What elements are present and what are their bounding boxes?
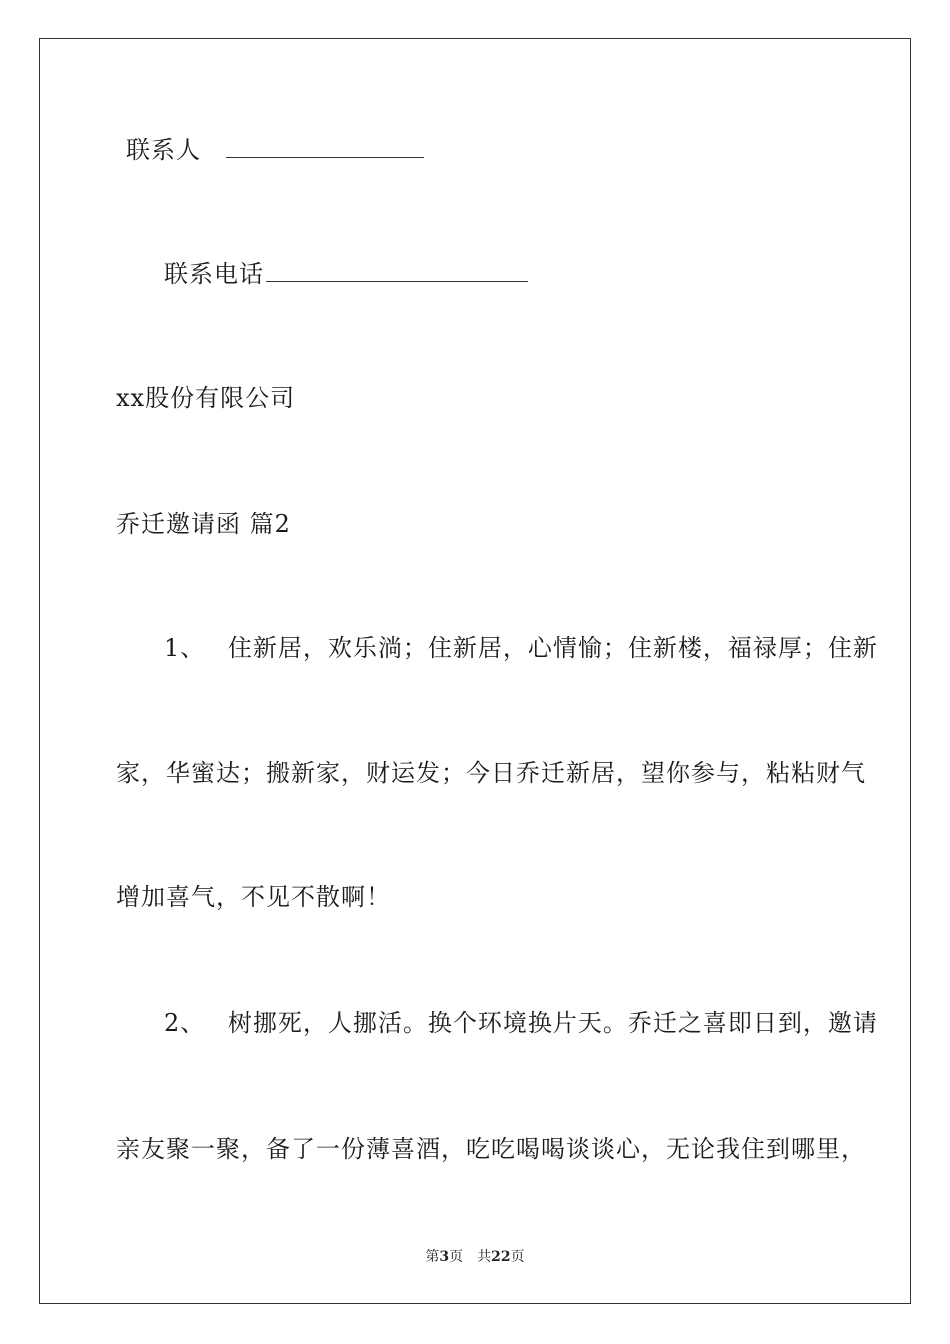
contact-person-blank: [226, 135, 424, 158]
footer-page-suffix: 页: [510, 1249, 525, 1265]
paragraph-2-text-1: 树挪死，人挪活。换个环境换片天。乔迁之喜即日到，邀请: [227, 1009, 878, 1037]
page-footer: [0, 1247, 950, 1267]
contact-phone-blank: [266, 259, 528, 282]
paragraph-1-line-1: [164, 632, 878, 664]
contact-phone-row: [164, 258, 528, 290]
paragraph-2-line-2: 亲友聚一聚，备了一份薄喜酒，吃吃喝喝谈谈心，无论我住到哪里，: [116, 1135, 866, 1163]
page-border: [39, 38, 911, 1304]
footer-page-mid: 页 共: [449, 1249, 492, 1265]
paragraph-2-number: 2、: [164, 1009, 206, 1037]
footer-page-prefix: 第: [425, 1249, 440, 1265]
contact-person-label: 联系人: [126, 136, 201, 164]
paragraph-1-text-1: 住新居，欢乐淌；住新居，心情愉；住新楼，福禄厚；住新: [227, 634, 878, 662]
contact-phone-label: 联系电话: [164, 260, 264, 288]
paragraph-1-line-2: 家，华蜜达；搬新家，财运发；今日乔迁新居，望你参与，粘粘财气: [116, 759, 866, 787]
paragraph-2-line-1: [164, 1007, 878, 1039]
footer-page-current: 3: [439, 1249, 450, 1265]
section-title: 乔迁邀请函 篇2: [116, 510, 291, 538]
footer-page-total: 22: [491, 1249, 511, 1265]
contact-person-row: [126, 134, 424, 166]
paragraph-1-number: 1、: [164, 634, 206, 662]
company-name: xx股份有限公司: [116, 384, 296, 412]
paragraph-1-line-3: 增加喜气，不见不散啊！: [116, 883, 391, 911]
